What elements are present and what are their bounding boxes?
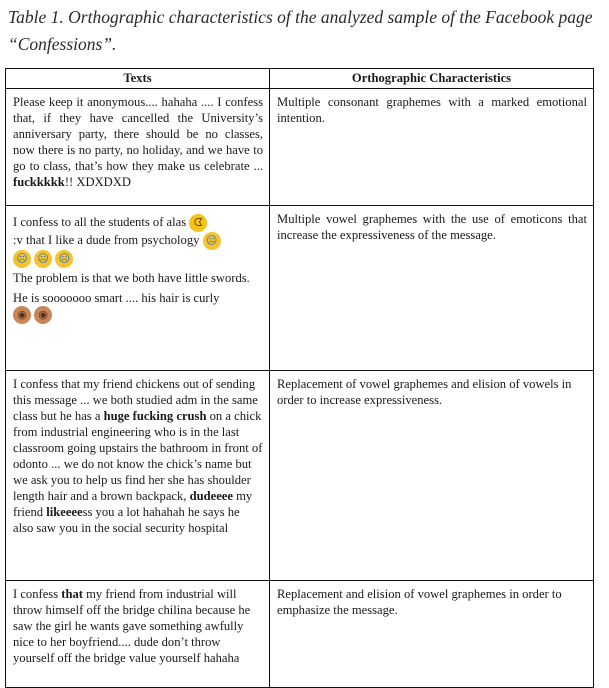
crying-face-icon: ☹ — [13, 250, 31, 268]
text-segment: on a chick from industrial engineering who is in the last classroom going upstairs the bathroom in front of odonto ... we do not know the chick’s name but we ask you to help us find her she has shoulder length hair and a brown backpack, — [13, 409, 263, 503]
table-row — [6, 371, 594, 581]
text-segment: The problem is that we both have little swords. — [13, 271, 250, 286]
text-cell — [6, 206, 270, 371]
text-segment: ss you a lot hahahah he says he also saw you in the social security hospital — [13, 505, 240, 535]
text-segment: I confess to all the students of alas — [13, 215, 187, 229]
table-row — [6, 581, 594, 688]
text-bold-segment: fuckkkkk — [13, 175, 65, 189]
crying-face-icon: ☹ — [55, 250, 73, 268]
text-segment: I confess — [13, 587, 59, 601]
monkey-icon: ◉ — [13, 306, 31, 324]
header-texts: Texts — [6, 69, 270, 89]
text-cell — [6, 581, 270, 688]
text-segment: !! XDXDXD — [64, 175, 131, 189]
text-segment: my friend from industrial will throw himself off the bridge chilina because he saw the girl he wants gave something awfully nice to her boyfriend.... dude don’t throw yourself off the bridge value yourself hahaha — [13, 587, 251, 665]
table-header-row — [6, 69, 594, 89]
pacman-icon: ᗧ — [189, 214, 207, 232]
text-segment: my friend — [13, 489, 253, 519]
text-segment: He is sooooooo smart .... his hair is curly — [13, 291, 220, 306]
text-cell — [6, 89, 270, 206]
text-segment: :v that I like a dude from psychology — [13, 233, 200, 248]
monkey-icon: ◉ — [34, 306, 52, 324]
characteristic-cell: Replacement and elision of vowel graphemes in order to emphasize the message. — [270, 581, 594, 688]
table-row — [6, 206, 594, 371]
text-segment: Please keep it anonymous.... hahaha .... I confess that, if they have cancelled the University’s anniversary party, there should be no classes, now there is no party, no holiday, and we have to go to class, that’s how they make us celebrate ... — [13, 95, 263, 173]
text-bold-segment: huge fucking crush — [103, 409, 207, 423]
header-characteristics: Orthographic Characteristics — [270, 69, 594, 89]
characteristic-cell: Multiple consonant graphemes with a marked emotional intention. — [270, 89, 594, 206]
text-cell — [6, 371, 270, 581]
crying-face-icon: ☹ — [34, 250, 52, 268]
text-bold-segment: likeeee — [46, 505, 83, 519]
text-bold-segment: dudeeee — [189, 489, 233, 503]
text-bold-segment: that — [61, 587, 83, 601]
table-row — [6, 89, 594, 206]
crying-face-icon: ☹ — [203, 232, 221, 250]
characteristic-cell: Multiple vowel graphemes with the use of emoticons that increase the expressiveness of the message. — [270, 206, 594, 371]
orthographic-table — [5, 68, 594, 688]
table-caption: Table 1. Orthographic characteristics of the analyzed sample of the Facebook page “Confessions”. — [8, 7, 593, 54]
characteristic-cell: Replacement of vowel graphemes and elision of vowels in order to increase expressiveness. — [270, 371, 594, 581]
text-segment: I confess that my friend chickens out of sending this message ... we both studied adm in the same class but he has a — [13, 377, 258, 423]
